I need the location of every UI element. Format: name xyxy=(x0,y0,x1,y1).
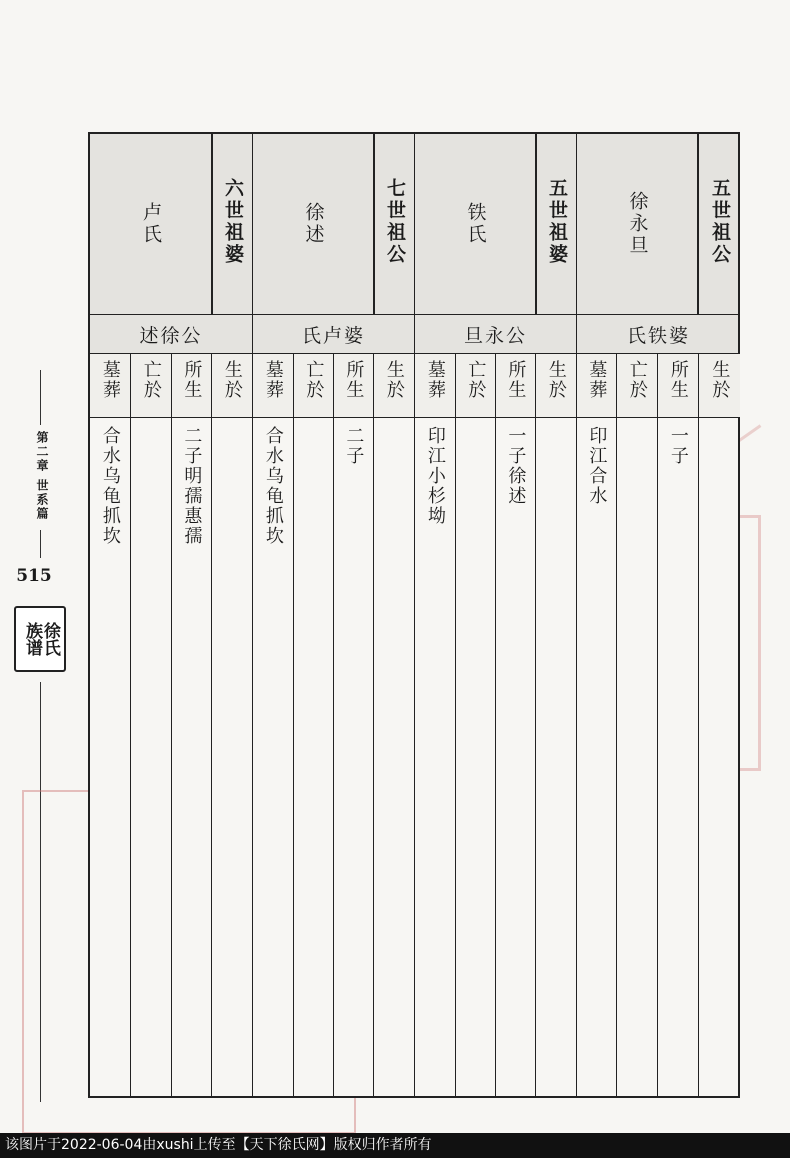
spouse-cell: 旦永公 xyxy=(415,315,577,353)
field-value: 一子徐述 xyxy=(496,418,536,1098)
chapter-title: 第二章 世系篇 xyxy=(35,431,49,522)
logo-text-1: 徐氏 xyxy=(39,622,60,656)
generation-cell: 五世祖公 xyxy=(698,134,740,314)
field-value: 合水乌龟抓坎 xyxy=(90,418,131,1098)
field-value: 合水乌龟抓坎 xyxy=(253,418,294,1098)
field-label: 所生 xyxy=(658,354,699,418)
spouse-cell: 氏铁婆 xyxy=(626,324,690,347)
field-label: 亡於 xyxy=(617,354,658,418)
name-cell: 卢氏 xyxy=(90,134,212,314)
upload-notice: 该图片于2022-06-04由xushi上传至【天下徐氏网】版权归作者所有 xyxy=(0,1133,790,1158)
field-value: 二子 xyxy=(334,418,374,1098)
field-value xyxy=(456,418,496,1098)
field-label: 墓葬 xyxy=(577,354,617,418)
spouse-cell: 氏卢婆 xyxy=(253,315,415,353)
field-label: 亡於 xyxy=(456,354,496,418)
field-label: 所生 xyxy=(172,354,212,418)
field-label: 墓葬 xyxy=(415,354,456,418)
field-value xyxy=(374,418,415,1098)
field-label: 墓葬 xyxy=(253,354,294,418)
genealogy-table xyxy=(88,132,740,1098)
field-value xyxy=(617,418,658,1098)
field-value: 印江小杉坳 xyxy=(415,418,456,1098)
field-label: 亡於 xyxy=(294,354,334,418)
field-label: 所生 xyxy=(334,354,374,418)
generation-cell: 七世祖公 xyxy=(374,134,415,314)
clan-logo xyxy=(14,606,66,672)
field-label: 生於 xyxy=(699,354,740,418)
page-number: 515 xyxy=(16,566,52,586)
field-value xyxy=(294,418,334,1098)
field-value: 一子 xyxy=(658,418,699,1098)
field-value xyxy=(131,418,172,1098)
name-cell: 铁氏 xyxy=(415,134,536,314)
field-value xyxy=(699,418,740,1098)
name-cell: 徐永旦 xyxy=(577,134,698,314)
name-cell: 徐述 xyxy=(253,134,374,314)
chapter-line-top xyxy=(40,370,41,425)
field-label: 生於 xyxy=(212,354,253,418)
logo-text-2: 族谱 xyxy=(22,622,42,656)
field-label: 所生 xyxy=(496,354,536,418)
field-value: 二子明孺惠孺 xyxy=(172,418,212,1098)
spouse-row xyxy=(90,314,738,354)
generation-cell: 六世祖婆 xyxy=(212,134,253,314)
chapter-line-mid xyxy=(40,530,41,558)
field-value xyxy=(536,418,577,1098)
generation-cell: 五世祖婆 xyxy=(536,134,577,314)
field-label: 生於 xyxy=(536,354,577,418)
spouse-cell: 述徐公 xyxy=(90,315,253,353)
field-value xyxy=(212,418,253,1098)
field-value: 印江合水 xyxy=(577,418,617,1098)
field-label: 生於 xyxy=(374,354,415,418)
field-label: 亡於 xyxy=(131,354,172,418)
field-label: 墓葬 xyxy=(90,354,131,418)
header-row xyxy=(90,134,738,314)
